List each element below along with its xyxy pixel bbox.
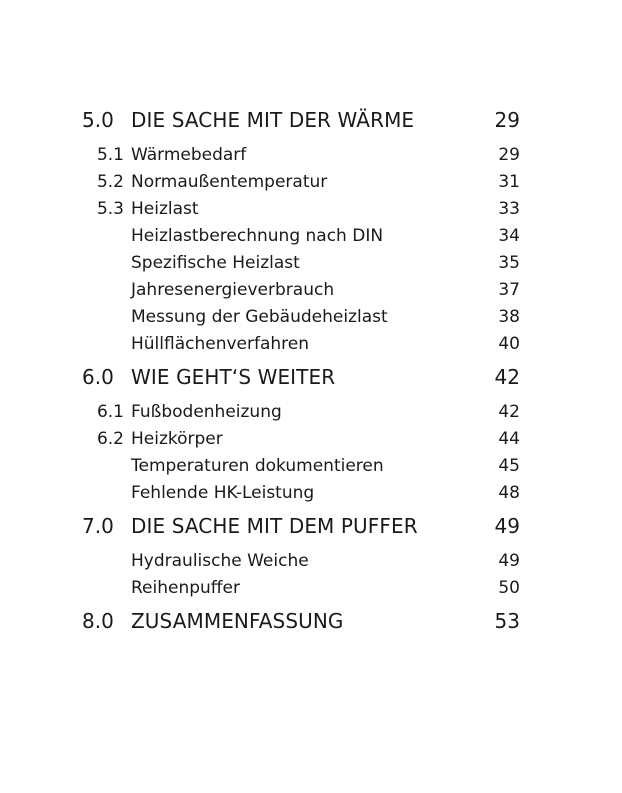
toc-subsection-entry	[82, 453, 522, 480]
toc-entry-page-number: 45	[498, 456, 520, 476]
toc-entry-title: Messung der Gebäudeheizlast	[131, 307, 388, 327]
toc-entry-title: DIE SACHE MIT DEM PUFFER	[131, 514, 418, 538]
toc-chapter-entry	[82, 510, 522, 542]
toc-entry-page-number: 42	[498, 402, 520, 422]
toc-subsection-entry	[82, 223, 522, 250]
toc-entry-page-number: 50	[498, 578, 520, 598]
toc-entry-page-number: 49	[498, 551, 520, 571]
toc-entry-title: ZUSAMMENFASSUNG	[131, 609, 344, 633]
toc-chapter-entry	[82, 104, 522, 136]
toc-subsection-entry	[82, 331, 522, 358]
toc-subsection-entry	[82, 548, 522, 575]
toc-entry-number: 6.1	[96, 402, 124, 422]
toc-entry-title: Fehlende HK-Leistung	[131, 483, 315, 503]
toc-entry-page-number: 49	[494, 514, 520, 538]
toc-subsection-entry	[82, 250, 522, 277]
toc-entry-title: Normaußentemperatur	[131, 172, 328, 192]
toc-entry-page-number: 40	[498, 334, 520, 354]
toc-subsection-entry	[82, 304, 522, 331]
toc-entry-page-number: 37	[498, 280, 520, 300]
toc-section-entry	[82, 399, 522, 426]
toc-entry-number: 6.2	[96, 429, 124, 449]
toc-entry-page-number: 31	[498, 172, 520, 192]
toc-entry-page-number: 42	[494, 365, 520, 389]
toc-entry-number: 8.0	[82, 609, 114, 633]
toc-entry-page-number: 33	[498, 199, 520, 219]
toc-entry-number: 5.2	[96, 172, 124, 192]
toc-section-entry	[82, 196, 522, 223]
toc-entry-title: WIE GEHT‘S WEITER	[131, 365, 336, 389]
toc-entry-number: 5.3	[96, 199, 124, 219]
toc-entry-page-number: 29	[494, 108, 520, 132]
toc-entry-title: Wärmebedarf	[131, 145, 247, 165]
toc-entry-title: Jahresenergieverbrauch	[131, 280, 335, 300]
toc-entry-page-number: 48	[498, 483, 520, 503]
toc-section-entry	[82, 426, 522, 453]
toc-entry-page-number: 38	[498, 307, 520, 327]
toc-entry-page-number: 29	[498, 145, 520, 165]
toc-subsection-entry	[82, 277, 522, 304]
toc-entry-number: 5.0	[82, 108, 114, 132]
toc-entry-title: Spezifische Heizlast	[131, 253, 300, 273]
toc-entry-title: Heizkörper	[131, 429, 223, 449]
toc-entry-title: DIE SACHE MIT DER WÄRME	[131, 108, 415, 132]
toc-subsection-entry	[82, 480, 522, 507]
toc-entry-page-number: 53	[494, 609, 520, 633]
toc-subsection-entry	[82, 575, 522, 602]
toc-entry-page-number: 34	[498, 226, 520, 246]
toc-entry-title: Hüllflächenverfahren	[131, 334, 310, 354]
toc-entry-title: Heizlastberechnung nach DIN	[131, 226, 384, 246]
toc-section-entry	[82, 142, 522, 169]
toc-section-entry	[82, 169, 522, 196]
toc-entry-page-number: 44	[498, 429, 520, 449]
table-of-contents	[82, 104, 522, 643]
toc-entry-title: Reihenpuffer	[131, 578, 240, 598]
toc-entry-title: Heizlast	[131, 199, 199, 219]
toc-entry-title: Fußbodenheizung	[131, 402, 282, 422]
toc-entry-number: 7.0	[82, 514, 114, 538]
toc-entry-title: Temperaturen dokumentieren	[131, 456, 384, 476]
toc-entry-page-number: 35	[498, 253, 520, 273]
toc-chapter-entry	[82, 605, 522, 637]
toc-chapter-entry	[82, 361, 522, 393]
toc-entry-number: 5.1	[96, 145, 124, 165]
toc-entry-title: Hydraulische Weiche	[131, 551, 309, 571]
toc-entry-number: 6.0	[82, 365, 114, 389]
